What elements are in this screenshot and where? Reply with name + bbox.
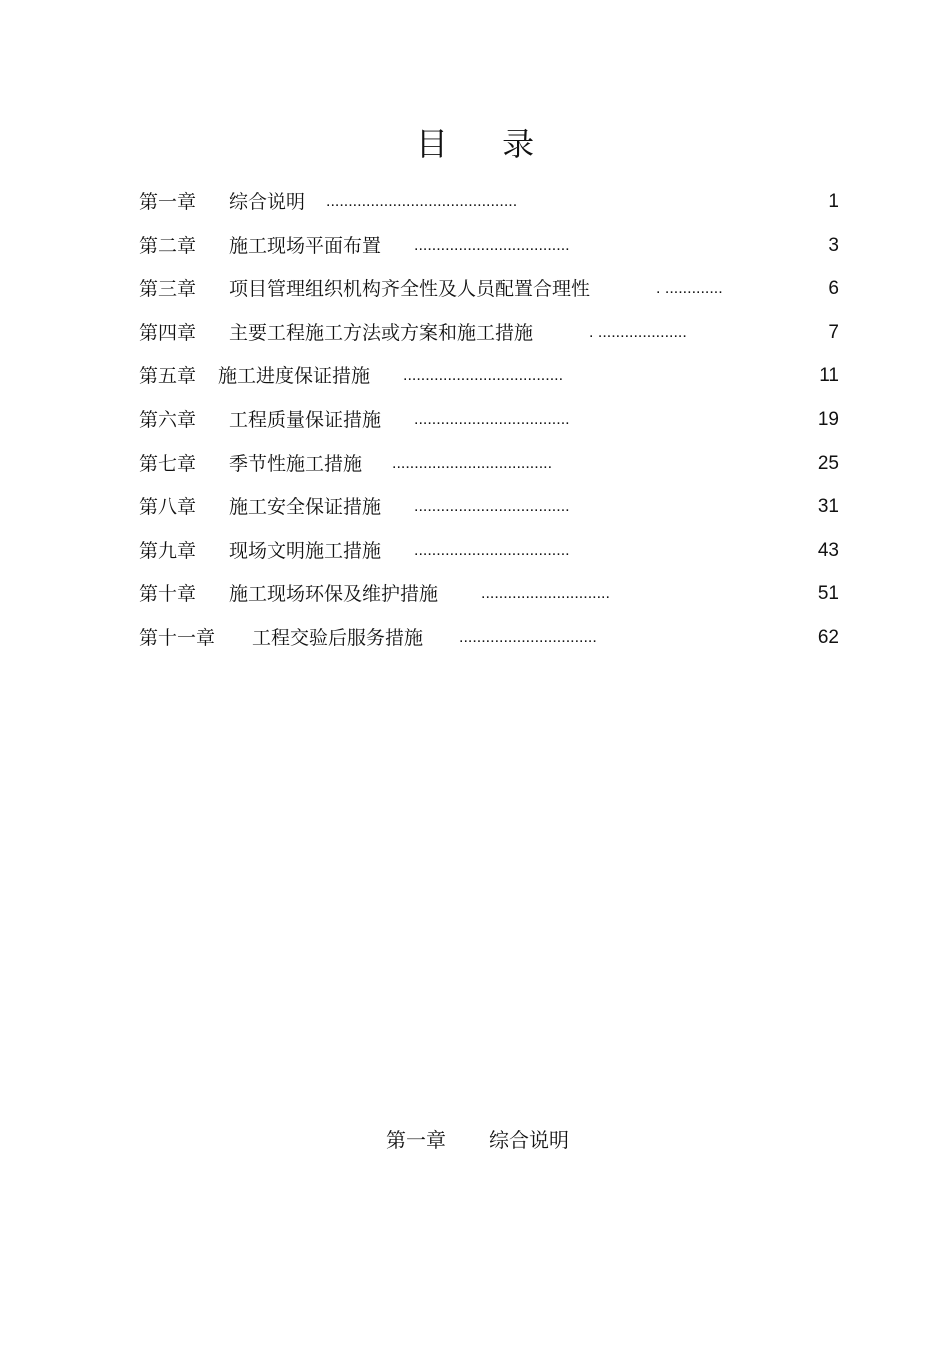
toc-entry-title: 工程质量保证措施 <box>229 408 382 431</box>
toc-list <box>139 186 839 666</box>
toc-entry[interactable] <box>139 448 839 492</box>
toc-entry-leader: ............................. <box>481 585 610 603</box>
toc-entry-title: 项目管理组织机构齐全性及人员配置合理性 <box>229 278 591 301</box>
toc-entry-leader: . ............. <box>656 280 723 298</box>
toc-entry[interactable] <box>139 360 839 404</box>
toc-entry-page: 31 <box>817 496 839 518</box>
toc-entry-leader: .................................... <box>403 367 564 385</box>
toc-entry-title: 现场文明施工措施 <box>229 539 382 562</box>
toc-entry[interactable] <box>139 491 839 535</box>
toc-entry[interactable] <box>139 578 839 622</box>
toc-entry[interactable] <box>139 535 839 579</box>
chapter-heading-title: 综合说明 <box>489 1128 569 1152</box>
toc-entry-leader: ................................... <box>414 410 570 428</box>
toc-entry-page: 7 <box>828 321 839 343</box>
toc-entry-leader: ................................... <box>414 498 570 516</box>
toc-entry-chapter: 第三章 <box>139 278 197 301</box>
toc-entry-title: 主要工程施工方法或方案和施工措施 <box>229 321 534 344</box>
toc-entry[interactable] <box>139 404 839 448</box>
toc-entry-title: 施工现场平面布置 <box>229 234 382 257</box>
toc-entry-page: 43 <box>817 539 839 561</box>
toc-entry-chapter: 第五章 <box>139 365 197 388</box>
toc-title: 目 录 <box>415 125 557 163</box>
toc-entry-page: 11 <box>819 365 839 387</box>
toc-entry-chapter: 第六章 <box>139 408 197 431</box>
chapter-heading-number: 第一章 <box>386 1128 446 1152</box>
toc-entry-leader: ........................................... <box>326 193 518 210</box>
toc-entry[interactable] <box>139 317 839 361</box>
toc-entry-title: 施工进度保证措施 <box>218 365 371 388</box>
toc-entry-page: 6 <box>828 278 839 300</box>
toc-entry-title: 工程交验后服务措施 <box>252 626 424 649</box>
toc-entry[interactable] <box>139 186 839 230</box>
toc-entry[interactable] <box>139 622 839 666</box>
toc-entry-chapter: 第九章 <box>139 539 197 562</box>
toc-entry-chapter: 第七章 <box>139 452 197 475</box>
toc-entry-title: 施工安全保证措施 <box>229 496 382 519</box>
toc-entry-page: 19 <box>817 408 839 430</box>
toc-entry-page: 25 <box>817 452 839 474</box>
toc-entry-title: 季节性施工措施 <box>229 452 363 475</box>
toc-entry-page: 51 <box>817 583 839 605</box>
toc-entry[interactable] <box>139 230 839 274</box>
toc-entry-page: 3 <box>828 234 839 256</box>
toc-entry-chapter: 第八章 <box>139 496 197 519</box>
toc-entry-chapter: 第四章 <box>139 321 197 344</box>
toc-entry-chapter: 第十章 <box>139 583 197 606</box>
toc-entry-chapter: 第十一章 <box>139 626 216 649</box>
toc-entry-leader: ................................... <box>414 236 570 254</box>
toc-entry-title: 综合说明 <box>229 191 306 213</box>
toc-entry-page: 62 <box>817 626 839 648</box>
toc-entry-leader: ................................... <box>414 541 570 559</box>
toc-entry-page: 1 <box>828 191 839 212</box>
toc-entry-chapter: 第二章 <box>139 234 197 257</box>
toc-entry-leader: .................................... <box>392 454 553 472</box>
toc-entry-title: 施工现场环保及维护措施 <box>229 583 439 606</box>
toc-entry-leader: . .................... <box>589 323 687 341</box>
toc-entry-chapter: 第一章 <box>139 191 197 213</box>
toc-entry-leader: ............................... <box>459 628 597 646</box>
toc-entry[interactable] <box>139 273 839 317</box>
